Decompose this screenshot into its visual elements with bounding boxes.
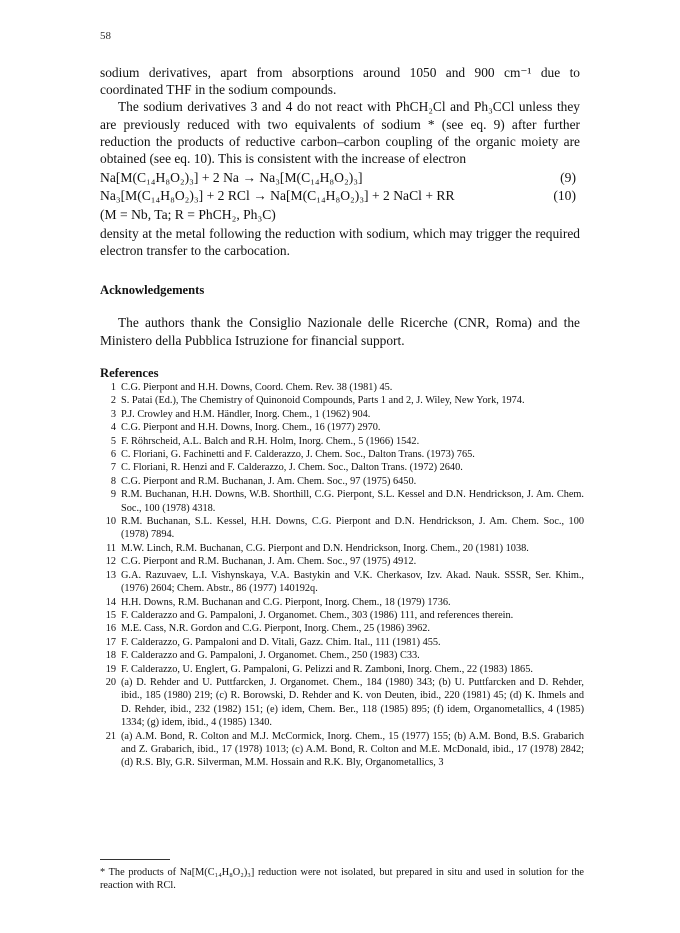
acknowledgements-heading: Acknowledgements [100, 283, 205, 298]
reference-item: 9 R.M. Buchanan, H.H. Downs, W.B. Shorthill, C.G. Pierpont, S.L. Kessel and D.N. Hendrickson, J. Am. Chem. Soc., 100 (1978) 4318. [110, 489, 584, 514]
reference-item: 13 G.A. Razuvaev, L.I. Vishynskaya, V.A. Bastykin and V.K. Cherkasov, Izv. Akad. Nauk. SSSR, Ser. Khim., (1976) 2604; Chem. Abstr., 86 (1977) 140192q. [105, 569, 584, 595]
footnote: * The products of Na[M(C₁₄H₈O₂)₃] reduction were not isolated, but prepared in situ and used in solution for the reaction with RCl. [100, 867, 584, 892]
references-heading: References [100, 365, 159, 380]
reference-item: 18 F. Calderazzo and G. Pampaloni, J. Organomet. Chem., 250 (1983) C33. [105, 650, 420, 662]
reference-item: 4 C.G. Pierpont and H.H. Downs, Inorg. Chem., 16 (1977) 2970. [110, 422, 381, 434]
equation-10-text: Na₃[M(C₁₄H₈O₂)₃] + 2 RCl → Na[M(C₁₄H₈O₂)₃] + 2 NaCl + RR [100, 188, 455, 204]
paragraph-2: The sodium derivatives 3 and 4 do not react with PhCH₂Cl and Ph₃CCl unless they are previously reduced with two equivalents of sodium * (see eq. 9) after further reduction the products of reductive carbon–carbon coupling of the organic moiety are obtained (see eq. 10). This is consistent with the increase of electron [100, 99, 580, 167]
equation-definitions-text: (M = Nb, Ta; R = PhCH₂, Ph₃C) [100, 206, 276, 222]
reference-item: 16 M.E. Cass, N.R. Gordon and C.G. Pierpont, Inorg. Chem., 25 (1986) 3962. [105, 623, 430, 635]
reference-item: 17 F. Calderazzo, G. Pampaloni and D. Vitali, Gazz. Chim. Ital., 111 (1981) 455. [105, 636, 441, 648]
main-text [100, 64, 580, 382]
footnote-divider [100, 859, 170, 860]
equation-definitions [100, 206, 580, 223]
references-list [100, 381, 584, 770]
reference-item: 5 F. Röhrscheid, A.L. Balch and R.H. Holm, Inorg. Chem., 5 (1966) 1542. [110, 435, 420, 447]
reference-item: 11 M.W. Linch, R.M. Buchanan, C.G. Pierpont and D.N. Hendrickson, Inorg. Chem., 20 (1981) 1038. [106, 542, 529, 554]
reference-item: 1 C.G. Pierpont and H.H. Downs, Coord. Chem. Rev. 38 (1981) 45. [110, 382, 393, 393]
paragraph-1: sodium derivatives, apart from absorptions around 1050 and 900 cm⁻¹ due to coordinated THF in the sodium compounds. [100, 65, 580, 98]
equation-10 [100, 187, 580, 204]
equation-9-number: (9) [560, 170, 576, 186]
reference-item: 7 C. Floriani, R. Henzi and F. Calderazzo, J. Chem. Soc., Dalton Trans. (1972) 2640. [110, 462, 463, 474]
reference-item: 19 F. Calderazzo, U. Englert, G. Pampaloni, G. Pelizzi and R. Zamboni, Inorg. Chem., 22 (1983) 1865. [105, 663, 533, 675]
reference-item: 15 F. Calderazzo and G. Pampaloni, J. Organomet. Chem., 303 (1986) 111, and references therein. [105, 609, 514, 621]
equation-10-number: (10) [553, 188, 576, 204]
reference-item: 6 C. Floriani, G. Fachinetti and F. Calderazzo, J. Chem. Soc., Dalton Trans. (1973) 765. [110, 449, 475, 461]
reference-item: 12 C.G. Pierpont and R.M. Buchanan, J. Am. Chem. Soc., 97 (1975) 4912. [105, 556, 417, 568]
reference-item: 14 H.H. Downs, R.M. Buchanan and C.G. Pierpont, Inorg. Chem., 18 (1979) 1736. [105, 596, 451, 608]
reference-item: 10 R.M. Buchanan, S.L. Kessel, H.H. Downs, C.G. Pierpont and D.N. Hendrickson, J. Am. Chem. Soc., 100 (1978) 7894. [105, 516, 584, 541]
reference-item: 20 (a) D. Rehder and U. Puttfarcken, J. Organomet. Chem., 184 (1980) 343; (b) U. Puttfarcken and D. Rehder, ibid., 185 (1980) 219; (c) R. Borowski, D. Rehder and K. von Deuten, ibid., 220 (1981) 45; (d) K. Ihmels and D. Rehder, ibid., 232 (1982) 151; (e) idem, Chem. Ber., 118 (1985) 895; (f) idem, Organometallics, 4 (1985) 1334; (g) idem, ibid., 4 (1985) 1340. [105, 676, 584, 729]
acknowledgements-text: The authors thank the Consiglio Nazionale delle Ricerche (CNR, Roma) and the Ministero della Pubblica Istruzione for financial support. [100, 315, 580, 348]
reference-item: 21 (a) A.M. Bond, R. Colton and M.J. McCormick, Inorg. Chem., 15 (1977) 155; (b) A.M. Bond, B.S. Grabarich and Z. Grabarich, ibid., 17 (1978) 1013; (c) A.M. Bond, R. Colton and M.E. McDonald, ibid., 17 (1978) 2842; (d) R.S. Bly, G.R. Silverman, M.M. Hossain and R.K. Bly, Organometallics, 3 [105, 730, 584, 769]
reference-item: 8 C.G. Pierpont and R.M. Buchanan, J. Am. Chem. Soc., 97 (1975) 6450. [110, 475, 417, 487]
reference-item: 2 S. Patai (Ed.), The Chemistry of Quinonoid Compounds, Parts 1 and 2, J. Wiley, New York, 1974. [110, 395, 525, 407]
page-number: 58 [100, 30, 111, 42]
equation-9-text: Na[M(C₁₄H₈O₂)₃] + 2 Na → Na₃[M(C₁₄H₈O₂)₃] [100, 170, 363, 186]
equation-9 [100, 169, 580, 186]
paragraph-3: density at the metal following the reduction with sodium, which may trigger the required electron transfer to the carbocation. [100, 225, 580, 259]
reference-item: 3 P.J. Crowley and H.M. Händler, Inorg. Chem., 1 (1962) 904. [110, 408, 371, 420]
equation-block [100, 169, 580, 223]
